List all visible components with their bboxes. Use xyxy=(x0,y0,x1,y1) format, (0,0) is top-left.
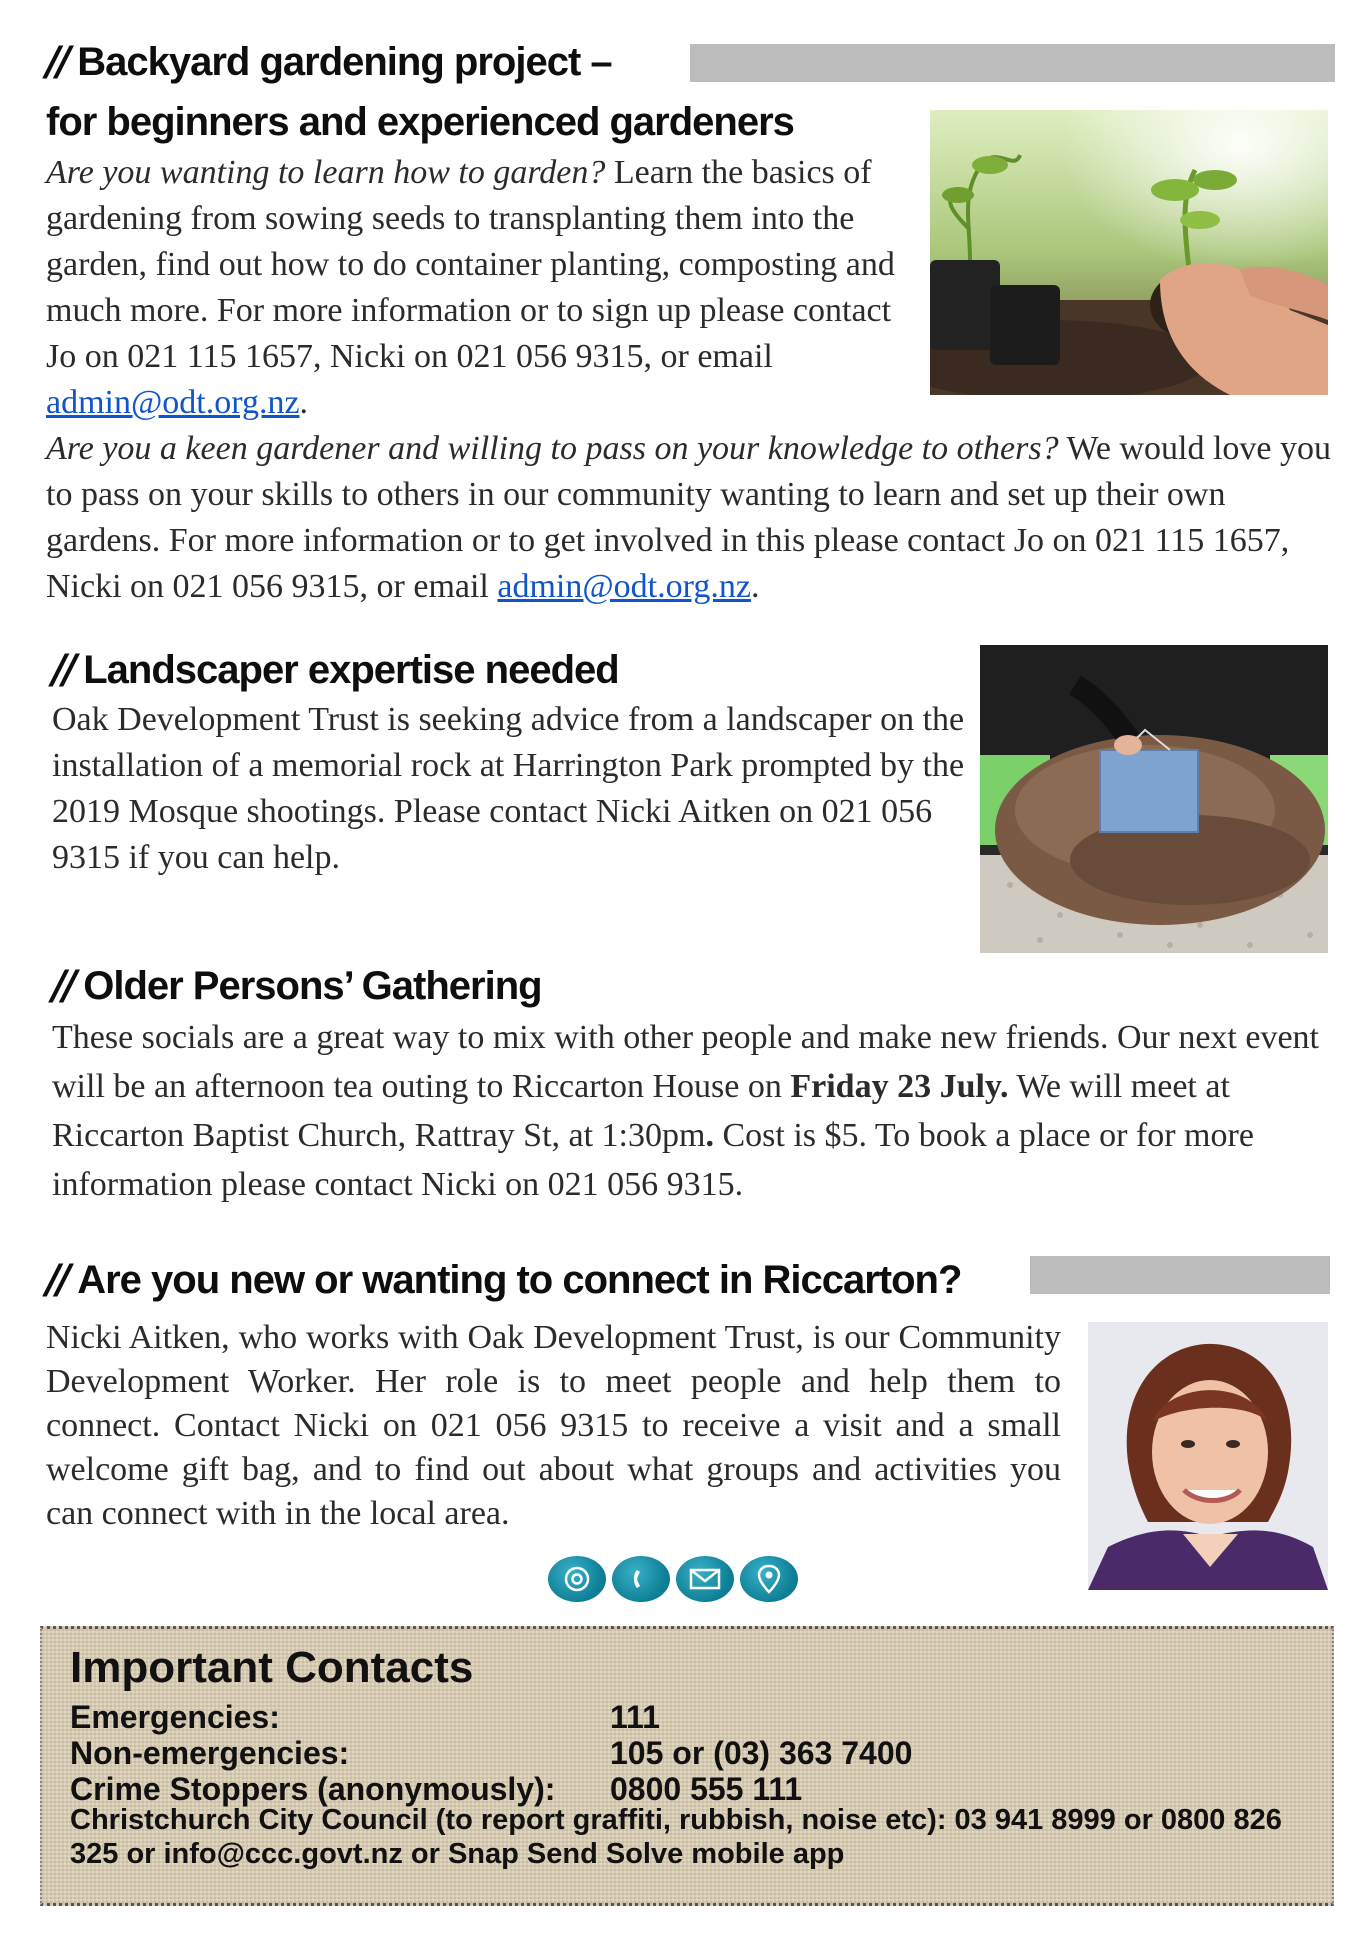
backyard-p1-text: Learn the basics of gardening from sowing seeds to transplanting them into the garden, find out how to do container planting, composting and much more. For more information or to sign up please contact Jo on 021 115 1657, Nicki on 021 056 9315, or email xyxy=(46,154,895,375)
heading-bar xyxy=(1030,1256,1330,1294)
contact-label: Emergencies: xyxy=(70,1699,280,1735)
nicki-portrait-photo xyxy=(1088,1322,1328,1590)
slash-marker: // xyxy=(52,963,74,1009)
older-persons-paragraph xyxy=(52,1013,1332,1209)
contacts-title: Important Contacts xyxy=(70,1643,474,1692)
contact-value: 0800 555 111 xyxy=(610,1771,803,1807)
email-link[interactable]: admin@odt.org.nz xyxy=(46,384,300,421)
older-persons-title-text: Older Persons’ Gathering xyxy=(83,964,542,1008)
older-text-a: These socials are a great way to mix with other people and make new friends. Our next event will be an afternoon tea outing to Riccarton House on xyxy=(52,1019,1319,1105)
slash-marker: // xyxy=(52,647,74,693)
social-icons xyxy=(548,1556,798,1602)
older-persons-title xyxy=(52,956,542,1016)
connect-title xyxy=(46,1250,961,1310)
landscaper-title xyxy=(52,640,619,700)
backyard-subtitle: for beginners and experienced gardeners xyxy=(46,100,794,144)
email-link[interactable]: admin@odt.org.nz xyxy=(497,568,751,605)
backyard-lead-question: Are you wanting to learn how to garden? xyxy=(46,154,606,191)
older-text-c: Cost is $5. To book a place or for more information please contact Nicki on 021 056 9315. xyxy=(52,1117,1254,1203)
contact-label: Crime Stoppers (anonymously): xyxy=(70,1771,556,1807)
heading-bar xyxy=(690,44,1335,82)
punctuation: . xyxy=(750,568,760,605)
backyard-paragraph-2 xyxy=(46,426,1336,610)
connect-title-text: Are you new or wanting to connect in Riccarton? xyxy=(77,1258,962,1302)
contact-value: 105 or (03) 363 7400 xyxy=(610,1735,913,1771)
slash-marker: // xyxy=(46,1257,68,1303)
envelope-icon[interactable] xyxy=(676,1556,734,1602)
gardening-photo xyxy=(930,110,1328,395)
volunteer-lead-question: Are you a keen gardener and willing to pass on your knowledge to others? xyxy=(46,430,1059,467)
older-text-b: We will meet at Riccarton Baptist Church, Rattray St, at 1:30pm xyxy=(52,1068,1230,1154)
important-contacts-box xyxy=(40,1626,1334,1906)
backyard-title xyxy=(46,32,612,92)
slash-marker: // xyxy=(46,39,68,85)
connect-paragraph: Nicki Aitken, who works with Oak Development Trust, is our Community Development Worker. Her role is to meet people and help them to connect. Contact Nicki on 021 056 9315 to receive a visit and a small welcome gift bag, and to find out about what groups and activities you can connect with in the local area. xyxy=(46,1319,1061,1532)
backyard-title-line1: Backyard gardening project – xyxy=(77,40,612,84)
landscaper-paragraph: Oak Development Trust is seeking advice from a landscaper on the installation of a memorial rock at Harrington Park prompted by the 2019 Mosque shootings. Please contact Nicki Aitken on 021 056 9315 if you can help. xyxy=(52,701,965,876)
backyard-paragraph-1 xyxy=(46,150,916,426)
event-date: Friday 23 July. xyxy=(790,1068,1009,1105)
contact-label: Non-emergencies: xyxy=(70,1735,350,1771)
council-contact-info: Christchurch City Council (to report graffiti, rubbish, noise etc): 03 941 8999 or 0800 826 325 or info@ccc.govt.nz or Snap Send Solve mobile app xyxy=(70,1804,1282,1870)
phone-icon[interactable] xyxy=(612,1556,670,1602)
contact-value: 111 xyxy=(610,1699,660,1735)
landscaper-title-text: Landscaper expertise needed xyxy=(83,648,619,692)
punctuation: . xyxy=(299,384,309,421)
at-icon[interactable] xyxy=(548,1556,606,1602)
punctuation: . xyxy=(705,1117,714,1154)
location-pin-icon[interactable] xyxy=(740,1556,798,1602)
backyard-p2-text: We would love you to pass on your skills to others in our community wanting to learn and set up their own gardens. For more information or to get involved in this please contact Jo on 021 115 1657, Nicki on 021 056 9315, or email xyxy=(46,430,1332,605)
memorial-rock-photo xyxy=(980,645,1328,953)
